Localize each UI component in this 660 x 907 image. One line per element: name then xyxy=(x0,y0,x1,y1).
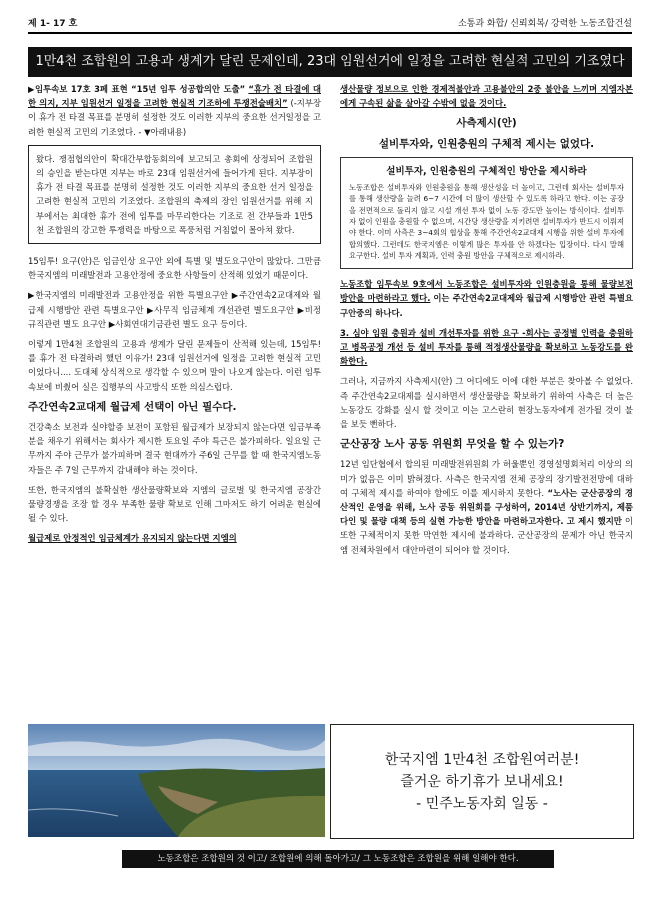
coastline-photo xyxy=(28,724,325,837)
intro-quote: “휴가 전 타결에 대한 의지, 지부 임원선거 일정을 고려한 현실적 기조하에 투쟁전술배치” xyxy=(28,84,321,109)
section-heading: 주간연속2교대제 월급제 선택이 아닌 필수다. xyxy=(28,400,237,413)
paragraph xyxy=(340,277,633,320)
paragraph: ▶한국지엠의 미래발전과 고용안정을 위한 특별요구안 ▶주간연속2교대제와 월급제 시행방안 관련 특별요구안 ▶사무직 임금체계 개선관련 별도요구안 ▶비정규직관련 별도 요구안 ▶사회연대기금관련 별도 요구 등이다. xyxy=(28,290,321,329)
paragraph: 3. 심야 임원 충원과 설비 개선투자를 위한 요구 -회사는 공정별 인력을 충원하고 병목공정 개선 등 설비 투자를 통해 적정생산물량을 확보하고 노동강도를 완화한다. xyxy=(340,327,633,367)
section-heading: 군산공장 노사 공동 위원회 무엇을 할 수 있는가? xyxy=(340,438,565,451)
intro-paragraph xyxy=(28,82,321,139)
paragraph: 그러나, 지금까지 사측제시(안) 그 어디에도 이에 대한 부분은 찾아볼 수 없었다. 즉 주간연속2교대제를 실시하면서 생산물량을 확보하기 위하여 사측은 더 높은 노동강도 강화를 실시 할 것이고 이는 고스란히 현장노동자에게 전가될 것이 불을 보듯 뻔하다. xyxy=(340,376,633,429)
section-heading: 사측제시(안) xyxy=(456,117,517,130)
quoted-excerpt: 왔다. 쟁점협의안이 확대간부합동회의에 보고되고 총회에 상정되어 조합원의 승인을 받는다면 지부는 바로 23대 임원선거에 들어가게 된다. 지부장이 휴가 전 타결 목표를 분명히 설정한 것도 이러한 지부의 중요한 선거 일정을 고려한 현실적 고민의 기조였다. 조합원의 축제의 장인 임원선거를 위해 지부에서는 최대한 휴가 전에 임투를 마무리한다는 기조로 전 간부들과 1만5천 조합원의 강고한 투쟁력을 바탕으로 폭풍처럼 거침없이 몰아쳐 왔다. xyxy=(36,153,313,235)
headline-banner: 1만4천 조합원의 고용과 생계가 달린 문제인데, 23대 임원선거에 일정을 고려한 현실적 고민의 기조였다니... xyxy=(28,47,632,77)
paragraph: 또한, 한국지엠의 불확실한 생산물량확보와 지엠의 글로벌 및 한국지엠 공장간 물량경쟁을 조장 할 경우 부족한 물량 확보로 인해 그마저도 하기 어려운 현실에 될 수 있다. xyxy=(28,484,321,524)
demand-box-title: 설비투자, 인원충원의 구체적인 방안을 제시하라 xyxy=(386,165,587,177)
paragraph: 월급제로 안정적인 임금체계가 유지되지 않는다면 지엠의 xyxy=(28,533,237,544)
header-slogan: 소통과 화합/ 신뢰회복/ 강력한 노동조합건설 xyxy=(457,19,632,29)
paragraph: 건강축소 보전과 실야할증 보전이 포함된 월급제가 보장되지 않는다면 임금부족분을 채우기 위해서는 회사가 제시한 토요일 주야 특근은 불가피하다. 일요일 근무까지 주야 근무가 불가피하며 결국 현대까가 주6일 근무를 할 때 한국지엠노동자들은 주 7일 근무까지 감내해야 하는 것이다. xyxy=(28,422,321,475)
coastline-photo-graphic xyxy=(28,724,325,837)
intro-note: (-지부장이 휴가 전 타결 목표를 분명히 설정한 것도 이러한 지부의 중요한 선거일정을 고려한 현실적 고민의 기조였다. - ▼아래내용) xyxy=(28,98,321,137)
text: 12년 임단협에서 합의된 미래발전위원회 가 허울뿐인 경영설명회처리 이상의 의미가 없음은 이미 밝혀졌다. 사측은 한국지엠 전체 공장의 장기발전전망에 대하여 구체적 제시를 하여야 함에도 이를 제시하지 못한다. xyxy=(340,459,633,498)
text: 이 또한 구체적이지 못한 막연한 제시에 불과하다. 군산공장의 문제가 아닌 한국지엠 전체차원에서 대안마련이 되어야 할 것이다. xyxy=(340,516,633,555)
paragraph: 이렇게 1만4천 조합원의 고용과 생계가 달린 문제들이 산적해 있는데, 15임투!를 휴가 전 타결하려 했던 이유가! 23대 임원선거에 일정을 고려한 현실적 고민이었다니.... 도대체 상식적으로 생각할 수 있으며 말이 나오게 않는다. 이런 임투속보에 비췄어 실은 집행부의 사고방식 또한 의심스럽다. xyxy=(28,339,321,392)
greeting-signature: - 민주노동자회 일동 - xyxy=(416,795,548,812)
left-column xyxy=(28,82,321,552)
emphasis: 이는 주간연속2교대제와 월급제 시행방안 관련 특별요구안중의 하나다. xyxy=(340,293,633,318)
greeting-box xyxy=(330,724,634,839)
paragraph: 생산물량 정보으로 인한 경제적불안과 고용불안의 2중 불안을 느끼며 지엠자본에게 구속된 삶을 살아갈 수밖에 없을 것이다. xyxy=(340,84,633,109)
demand-box xyxy=(340,157,633,269)
paragraph xyxy=(340,457,633,556)
greeting-line: 즐거운 하기휴가 보내세요! xyxy=(400,773,564,790)
quoted-excerpt-box xyxy=(28,145,321,244)
emphasis: “노사는 군산공장의 경산적인 운영을 위해, 노사 공동 위원회를 구성하여, 2014년 상반기까지, 제품 다인 및 물량 대책 등의 실현 가능한 방안을 마련하고자한다. 고 제시 했지만 xyxy=(340,487,633,527)
right-column xyxy=(340,82,633,563)
demand-box-text: 노동조합은 설비투자와 인원충원을 통해 생산성을 더 높이고, 그런데 회사는 설비투자를 통해 생산량을 늘려 6~7 시간에 더 많이 생산할 수 있도록 하라고 한다. 이는 공장을 전면적으로 돌리지 않고 시설 개선 투자 없이 노동 강도만 높이는 방식이다. 설비투자 없이 인원을 충원할 수 없으며, 시간당 생산량을 지키려면 설비투자가 반드시 이뤄져야 한다. 이미 사측은 3~4회의 협상을 통해 주간연속2교대제 시행을 위한 설비 투자에 합의했다. 그런데도 한국지엠은 이렇게 많은 투자를 안 하겠다는 입장이다. 다시 말해 요구한다. 설비 투자 계획과, 인력 충원 방안을 구체적으로 제시하라. xyxy=(349,183,624,260)
emphasis: 노동조합 임투속보 9호에서 노동조합은 설비투자와 인원충원을 통해 물량보전방안을 마련하라고 했다. xyxy=(340,279,633,304)
section-subheading: 설비투자와, 인원충원의 구체적 제시는 없었다. xyxy=(378,137,595,150)
intro-ref: ▶임투속보 17호 3페 표현 “15년 임투 성공합의안 도출” xyxy=(28,84,246,94)
paragraph: 15임투! 요구(안)은 임금인상 요구안 외에 특별 및 별도요구안이 많았다. 그만큼 한국지엠의 미래발전과 고용안정에 중요한 사항들이 산적해 있었기 때문이다. xyxy=(28,256,321,281)
footer-motto: 노동조합은 조합원의 것 이고/ 조합원에 의해 돌아가고/ 그 노동조합은 조합원을 위해 일해야 한다. xyxy=(122,850,554,868)
issue-number: 제 1- 17 호 xyxy=(28,19,78,29)
greeting-line: 한국지엠 1만4천 조합원여러분! xyxy=(384,751,580,768)
newsletter-header xyxy=(28,14,632,34)
